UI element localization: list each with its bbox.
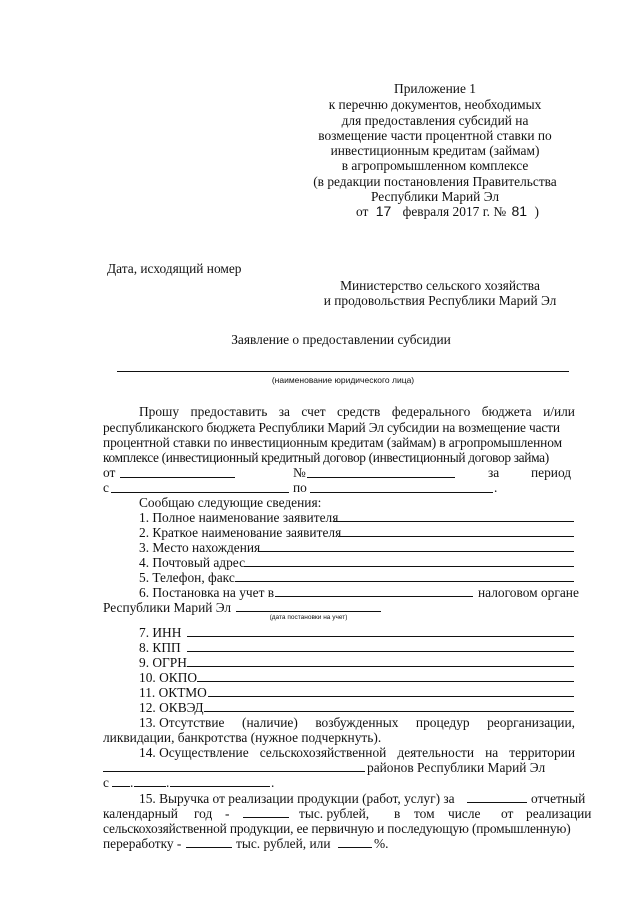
page-title: Заявление о предоставлении субсидии: [231, 332, 451, 347]
word: возбужденных: [315, 715, 399, 730]
appendix-line: для предоставления субсидий на: [341, 113, 529, 128]
appendix-line: Приложение 1: [394, 81, 476, 96]
item14-end-dot: .: [271, 775, 275, 790]
word: том: [414, 806, 435, 821]
item15-line4b: тыс. рублей, или: [236, 836, 331, 851]
field-registration-date-input[interactable]: [236, 611, 381, 612]
date-day: 17: [375, 203, 392, 219]
word: предоставить: [190, 404, 268, 419]
field-short-name-label: 2. Краткое наименование заявителя: [139, 525, 342, 540]
field-registration-date-caption: (дата постановки на учет): [269, 614, 348, 621]
from-label: от: [103, 465, 116, 480]
word: реализации: [526, 806, 592, 821]
word: средств: [337, 404, 381, 419]
word: за: [278, 404, 290, 419]
field-okpo-label: 10. ОКПО: [139, 670, 198, 685]
field-republic-label: Республики Марий Эл: [103, 600, 232, 615]
item14-day-input[interactable]: [112, 786, 130, 787]
number-label: №: [293, 465, 306, 480]
word: Прошу: [139, 404, 180, 419]
field-okved-input[interactable]: [204, 711, 574, 712]
appendix-date-line: [356, 204, 539, 218]
field-oktmo-label: 11. ОКТМО: [139, 685, 207, 700]
date-close: ): [534, 204, 539, 219]
word: федерального: [391, 404, 471, 419]
item15-line4c: %.: [374, 836, 389, 851]
date-number: 81: [511, 203, 528, 219]
item15-line3: сельскохозяйственной продукции, ее первичную и последующую (промышленную): [103, 821, 571, 836]
field-full-name-label: 1. Полное наименование заявителя: [139, 510, 339, 525]
recipient-line1: Министерство сельского хозяйства: [340, 278, 540, 293]
appendix-line: в агропромышленном комплексе: [341, 158, 529, 173]
entity-name-field[interactable]: [117, 370, 569, 372]
field-postal-label: 4. Почтовый адрес: [139, 555, 246, 570]
field-postal-input[interactable]: [244, 566, 574, 567]
field-ogrn-input[interactable]: [187, 666, 574, 667]
field-full-name-input[interactable]: [334, 521, 574, 522]
word: реорганизации,: [487, 715, 575, 730]
date-outgoing-number-label: Дата, исходящий номер: [107, 261, 242, 276]
period-from-field[interactable]: [111, 492, 289, 493]
item15-processing-input[interactable]: [186, 847, 232, 848]
request-line1: [139, 405, 575, 418]
word: в: [394, 806, 401, 821]
appendix-line: (в редакции постановления Правительства: [313, 174, 557, 189]
recipient-line2: и продовольствия Республики Марий Эл: [323, 293, 557, 308]
appendix-line: Республики Марий Эл: [370, 189, 500, 204]
word: числе: [448, 806, 481, 821]
appendix-line: к перечню документов, необходимых: [328, 97, 542, 112]
period-label: период: [531, 465, 572, 480]
period-to-field[interactable]: [310, 492, 493, 493]
word: на: [485, 745, 499, 760]
contract-date-field[interactable]: [120, 477, 235, 478]
date-month-year: февраля 2017 г. №: [402, 204, 507, 219]
word: 13. Отсутствие: [139, 715, 225, 730]
field-okved-label: 12. ОКВЭД: [139, 700, 204, 715]
field-location-label: 3. Место нахождения: [139, 540, 261, 555]
word: деятельности: [397, 745, 475, 760]
word: счет: [301, 404, 326, 419]
field-inn-label: 7. ИНН: [139, 625, 182, 640]
info-intro: Сообщаю следующие сведения:: [139, 495, 322, 510]
word: тыс. рублей,: [299, 806, 370, 821]
field-short-name-input[interactable]: [338, 536, 574, 537]
field-tax-authority-label: налоговом органе: [478, 585, 579, 600]
date-prefix: от: [356, 204, 369, 219]
word: и/или: [543, 404, 575, 419]
field-okpo-input[interactable]: [197, 681, 574, 682]
field-inn-input[interactable]: [187, 636, 574, 637]
for-label: за: [488, 465, 500, 480]
appendix-line: возмещение части процентной ставки по: [318, 128, 552, 143]
item14-year-input[interactable]: [170, 786, 270, 787]
item13-line1: [139, 716, 575, 729]
field-ogrn-label: 9. ОГРН: [139, 655, 187, 670]
word: календарный: [103, 806, 178, 821]
dot: .: [130, 775, 134, 790]
field-kpp-label: 8. КПП: [139, 640, 181, 655]
item14-line1: [139, 746, 575, 759]
item14-from-label: с: [103, 775, 109, 790]
period-to-label: по: [293, 480, 307, 495]
word: сельскохозяйственной: [259, 745, 387, 760]
item15-line4a: переработку -: [103, 836, 182, 851]
field-phone-label: 5. Телефон, факс: [139, 570, 235, 585]
word: бюджета: [481, 404, 532, 419]
request-line4: комплексе (инвестиционный кредитный договор (инвестиционный договор займа): [103, 450, 549, 465]
period-from-label: с: [103, 480, 109, 495]
word: от: [501, 806, 514, 821]
item14-month-input[interactable]: [134, 786, 166, 787]
request-line2: республиканского бюджета Республики Марий Эл субсидии на возмещение части: [103, 420, 560, 435]
word: 14. Осуществление: [139, 745, 249, 760]
contract-number-field[interactable]: [307, 477, 455, 478]
request-line3: процентной ставки по инвестиционным кредитам (займам) в агропромышленном: [103, 435, 562, 450]
item15-revenue-input[interactable]: [243, 817, 289, 818]
item13-line2: ликвидации, банкротства (нужное подчеркнуть).: [103, 730, 382, 745]
field-oktmo-input[interactable]: [208, 696, 574, 697]
dot: .: [166, 775, 170, 790]
item15-percent-input[interactable]: [338, 847, 372, 848]
field-registration-input[interactable]: [275, 596, 473, 597]
field-phone-input[interactable]: [235, 581, 574, 582]
field-registration-label: 6. Постановка на учет в: [139, 585, 275, 600]
word: процедур: [415, 715, 470, 730]
word: территории: [509, 745, 575, 760]
period-end-dot: .: [494, 480, 498, 495]
item15-line1a: 15. Выручка от реализации продукции (работ, услуг) за: [139, 791, 455, 806]
appendix-line: инвестиционным кредитам (займам): [330, 143, 540, 158]
item15-year-input[interactable]: [467, 802, 527, 803]
item14-districts-label: районов Республики Марий Эл: [367, 760, 546, 775]
item15-line1b: отчетный: [531, 791, 586, 806]
word: (наличие): [241, 715, 298, 730]
field-kpp-input[interactable]: [187, 651, 574, 652]
item14-district-input[interactable]: [103, 771, 365, 772]
word: -: [225, 806, 230, 821]
entity-caption: (наименование юридического лица): [271, 375, 415, 385]
word: год: [194, 806, 213, 821]
field-location-input[interactable]: [258, 551, 574, 552]
